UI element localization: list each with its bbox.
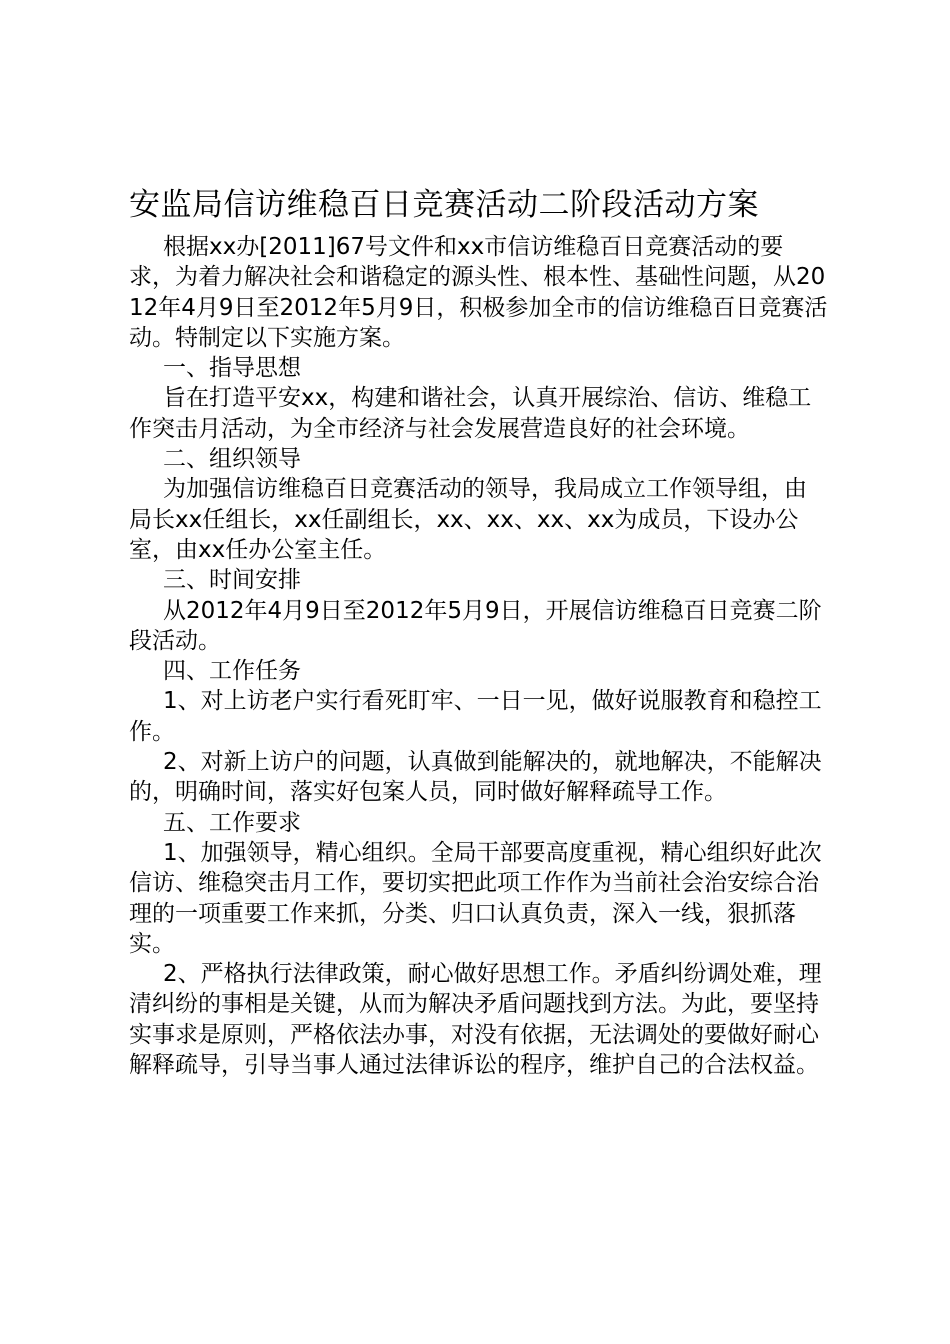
section-heading: 二、组织领导 xyxy=(163,446,301,473)
section-paragraph: 旨在打造平安xx，构建和谐社会，认真开展综治、信访、维稳工作突击月活动，为全市经济与社会发展营造良好的社会环境。 xyxy=(129,385,812,442)
document-title: 安监局信访维稳百日竞赛活动二阶段活动方案 xyxy=(129,187,759,223)
section-heading: 一、指导思想 xyxy=(163,355,301,382)
section-heading: 三、时间安排 xyxy=(163,567,301,594)
section-heading: 五、工作要求 xyxy=(163,809,301,836)
section-organization-leadership xyxy=(129,444,829,565)
section-schedule xyxy=(129,565,829,656)
section-work-tasks xyxy=(129,656,829,807)
section-heading: 四、工作任务 xyxy=(163,658,301,685)
section-paragraph: 1、对上访老户实行看死盯牢、一日一见，做好说服教育和稳控工作。 xyxy=(129,688,822,745)
section-paragraph: 为加强信访维稳百日竞赛活动的领导，我局成立工作领导组，由局长xx任组长，xx任副组长，xx、xx、xx、xx为成员，下设办公室，由xx任办公室主任。 xyxy=(129,476,807,563)
section-guiding-ideology xyxy=(129,353,829,444)
intro-paragraph: 根据xx办[2011]67号文件和xx市信访维稳百日竞赛活动的要求，为着力解决社会和谐稳定的源头性、根本性、基础性问题，从2012年4月9日至2012年5月9日，积极参加全市的信访维稳百日竞赛活动。特制定以下实施方案。 xyxy=(129,234,828,351)
section-paragraph: 1、加强领导，精心组织。全局干部要高度重视，精心组织好此次信访、维稳突击月工作，要切实把此项工作作为当前社会治安综合治理的一项重要工作来抓，分类、归口认真负责，深入一线，狠抓落实。 xyxy=(129,839,822,957)
section-paragraph: 2、对新上访户的问题，认真做到能解决的，就地解决，不能解决的，明确时间，落实好包案人员，同时做好解释疏导工作。 xyxy=(129,749,822,806)
section-paragraph: 从2012年4月9日至2012年5月9日，开展信访维稳百日竞赛二阶段活动。 xyxy=(129,597,822,654)
document-page xyxy=(129,180,829,1080)
section-work-requirements xyxy=(129,808,829,1081)
section-paragraph: 2、严格执行法律政策，耐心做好思想工作。矛盾纠纷调处难，理清纠纷的事相是关键，从而为解决矛盾问题找到方法。为此，要坚持实事求是原则，严格依法办事，对没有依据，无法调处的要做好耐心解释疏导，引导当事人通过法律诉讼的程序，维护自己的合法权益。 xyxy=(129,961,822,1079)
